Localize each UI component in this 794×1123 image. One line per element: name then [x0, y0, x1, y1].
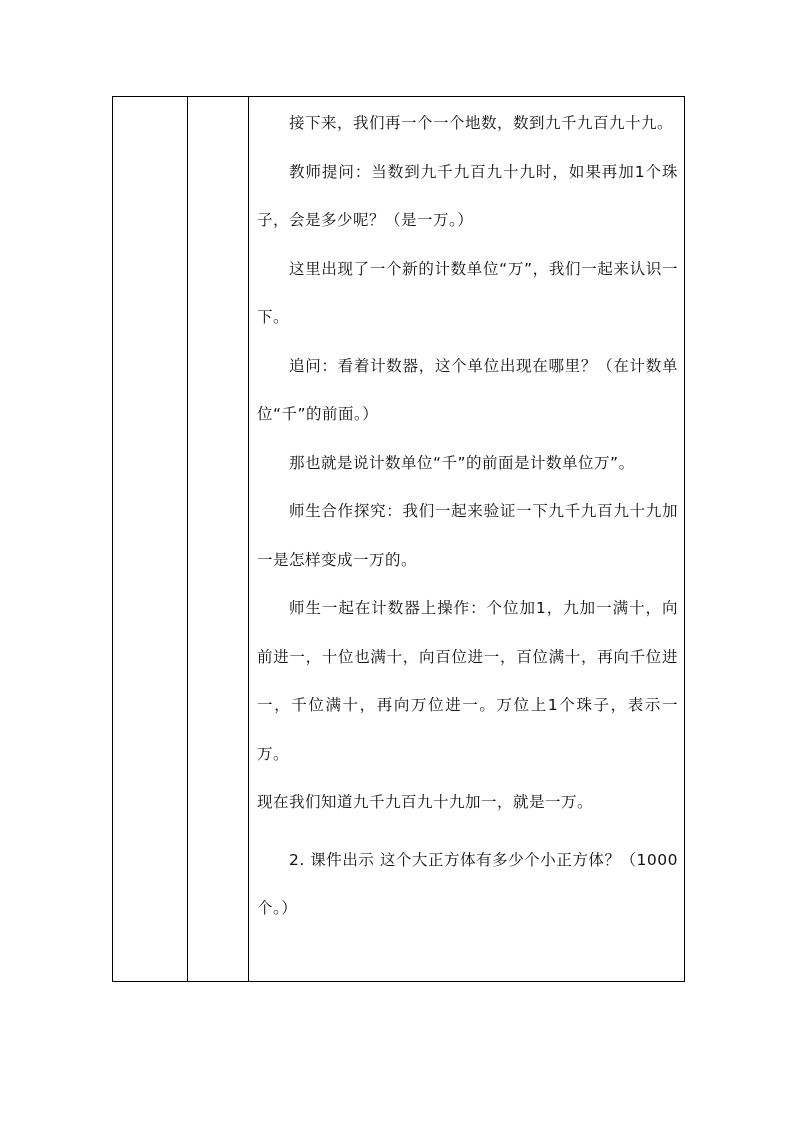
content-cell — [249, 97, 685, 982]
empty-cell-middle — [188, 97, 249, 982]
lesson-table — [112, 96, 685, 982]
paragraph: 追问：看着计数器，这个单位出现在哪里？（在计数单位“千”的前面。） — [257, 356, 678, 423]
empty-cell-left — [113, 97, 188, 982]
table-row — [113, 97, 685, 982]
paragraph: 那也就是说计数单位“千”的前面是计数单位万”。 — [289, 453, 635, 472]
paragraph: 这里出现了一个新的计数单位“万”，我们一起来认识一下。 — [257, 259, 678, 326]
paragraph: 现在我们知道九千九百九十九加一，就是一万。 — [257, 793, 594, 811]
lesson-content — [249, 97, 684, 933]
paragraph: 师生合作探究：我们一起来验证一下九千九百九十九加一是怎样变成一万的。 — [257, 502, 678, 569]
paragraph: 接下来，我们再一个一个地数，数到九千九百九十九。 — [289, 114, 674, 132]
paragraph: 教师提问：当数到九千九百九十九时，如果再加1个珠子，会是多少呢？（是一万。） — [257, 162, 678, 229]
paragraph: 师生一起在计数器上操作：个位加1，九加一满十，向前进一，十位也满十，向百位进一，百位满十，再向千位进一，千位满十，再向万位进一。万位上1个珠子，表示一万。 — [257, 599, 678, 763]
paragraph: 2. 课件出示 这个大正方体有多少个小正方体？（1000个。） — [257, 850, 678, 917]
